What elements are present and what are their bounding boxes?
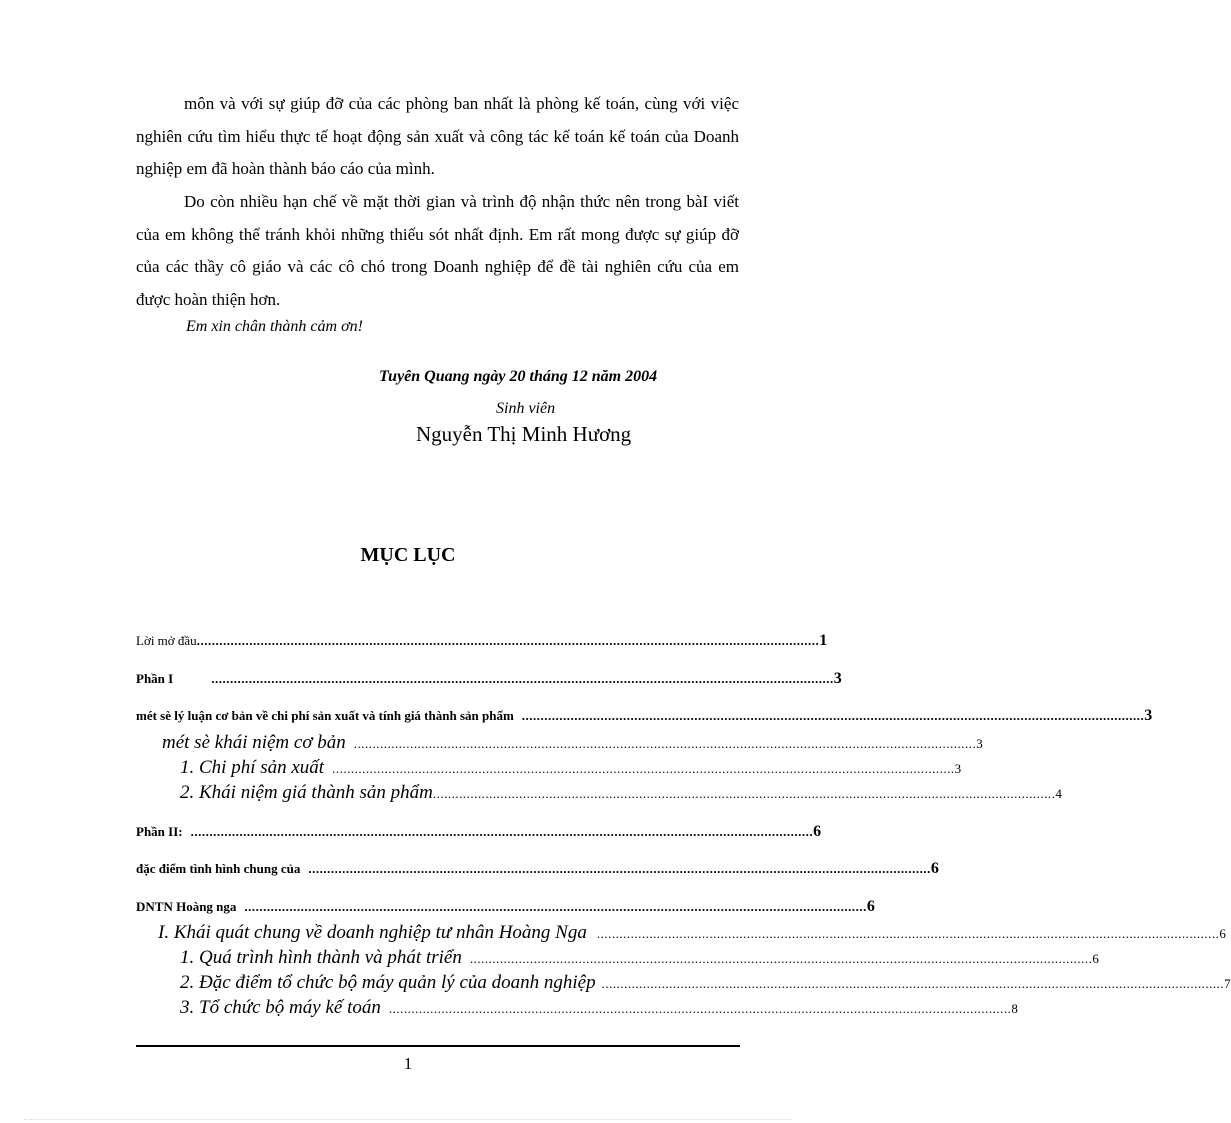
toc-entry[interactable] — [162, 732, 983, 754]
signature-name: Nguyễn Thị Minh Hương — [416, 422, 632, 446]
toc-leader: ...................................................................................................................................................................... — [353, 736, 977, 751]
toc-entry[interactable] — [136, 707, 1153, 725]
toc-entry-page: 7 — [1224, 976, 1231, 991]
toc-entry-page: 3 — [954, 761, 962, 776]
toc-leader: ...................................................................................................................................................................... — [388, 1001, 1012, 1016]
toc-entry[interactable] — [180, 972, 1231, 994]
toc-leader: ...................................................................................................................................................................... — [308, 861, 931, 876]
toc-entry-label: đặc điểm tình hình chung của — [136, 861, 301, 876]
toc-entry-label: DNTN Hoàng nga — [136, 899, 237, 914]
toc-leader: ...................................................................................................................................................................... — [469, 951, 1093, 966]
toc-entry[interactable] — [180, 997, 1018, 1019]
toc-entry-label: mét sè lý luận cơ bản về chi phí sản xuất và tính giá thành sản phẩm — [136, 708, 514, 723]
toc-leader: ...................................................................................................................................................................... — [601, 976, 1225, 991]
toc-entry-label: Phần II: — [136, 824, 183, 839]
toc-entry-page: 6 — [866, 898, 875, 915]
toc-entry-page: 6 — [1092, 951, 1099, 966]
toc-leader: ...................................................................................................................................................................... — [332, 761, 955, 776]
toc-entry-label: Phần I — [136, 671, 174, 686]
toc-entry-label: 2. Đặc điểm tổ chức bộ máy quản lý của doanh nghiệp — [180, 972, 596, 993]
toc-leader: ...................................................................................................................................................................... — [244, 899, 867, 914]
toc-entry[interactable] — [136, 898, 875, 916]
toc-entry-page: 3 — [976, 736, 983, 751]
toc-entry-page: 6 — [813, 823, 822, 840]
toc-entry-page: 6 — [1219, 926, 1226, 941]
toc-entry[interactable] — [136, 823, 822, 841]
toc-entry-page: 3 — [1144, 707, 1153, 724]
signature-place-date: Tuyên Quang ngày 20 tháng 12 năm 2004 — [379, 368, 658, 385]
body-paragraph-1: môn và với sự giúp đỡ của các phòng ban nhất là phòng kế toán, cùng với việc nghiên cứu tìm hiểu thực tế hoạt động sản xuất và công tác kế toán kế toán của Doanh nghiệp em đã hoàn thành báo cáo của mình. — [136, 94, 739, 178]
toc-leader: ...................................................................................................................................................................... — [190, 824, 814, 839]
toc-leader: ...................................................................................................................................................................... — [211, 671, 834, 686]
thanks-line: Em xin chân thành cảm ơn! — [186, 318, 363, 335]
signature-role: Sinh viên — [496, 400, 556, 417]
toc-entry-label: 1. Chi phí sản xuất — [180, 757, 325, 778]
toc-entry-label: I. Khái quát chung về doanh nghiệp tư nhân Hoàng Nga — [158, 922, 587, 943]
toc-entry-label: 2. Khái niệm giá thành sản phẩm — [180, 782, 433, 803]
toc-entry[interactable] — [180, 947, 1099, 969]
footer-rule — [136, 1045, 740, 1047]
toc-entry-page: 6 — [930, 860, 939, 877]
toc-entry-label: 1. Quá trình hình thành và phát triển — [180, 947, 462, 968]
toc-entry[interactable] — [136, 670, 842, 688]
toc-leader: ...................................................................................................................................................................... — [196, 633, 820, 648]
page-boundary — [24, 1119, 792, 1120]
toc-entry-label: mét sè khái niệm cơ bản — [162, 732, 346, 753]
toc-entry[interactable] — [180, 757, 962, 779]
toc-entry-page: 8 — [1011, 1001, 1018, 1016]
toc-entry[interactable] — [158, 922, 1226, 944]
toc-leader: ...................................................................................................................................................................... — [432, 786, 1056, 801]
toc-entry-page: 3 — [833, 670, 842, 687]
toc-entry-label: 3. Tổ chức bộ máy kế toán — [180, 997, 381, 1018]
toc-title: MỤC LỤC — [360, 544, 456, 566]
toc-entry-page: 1 — [819, 632, 828, 649]
toc-entry[interactable] — [136, 860, 939, 878]
toc-entry-page: 4 — [1055, 786, 1062, 801]
body-paragraph-2: Do còn nhiều hạn chế về mặt thời gian và trình độ nhận thức nên trong bàI viết của em không thể tránh khỏi những thiếu sót nhất định. Em rất mong được sự giúp đỡ của các thầy cô giáo và các cô chó trong Doanh nghiệp để đề tài nghiên cứu của em được hoàn thiện hơn. — [136, 192, 739, 309]
page-number: 1 — [403, 1054, 413, 1073]
toc-leader: ...................................................................................................................................................................... — [521, 708, 1145, 723]
toc-entry-label: Lời mở đầu — [136, 633, 197, 648]
toc-leader: ...................................................................................................................................................................... — [596, 926, 1220, 941]
toc-entry[interactable] — [136, 632, 828, 650]
toc-entry[interactable] — [180, 782, 1062, 804]
